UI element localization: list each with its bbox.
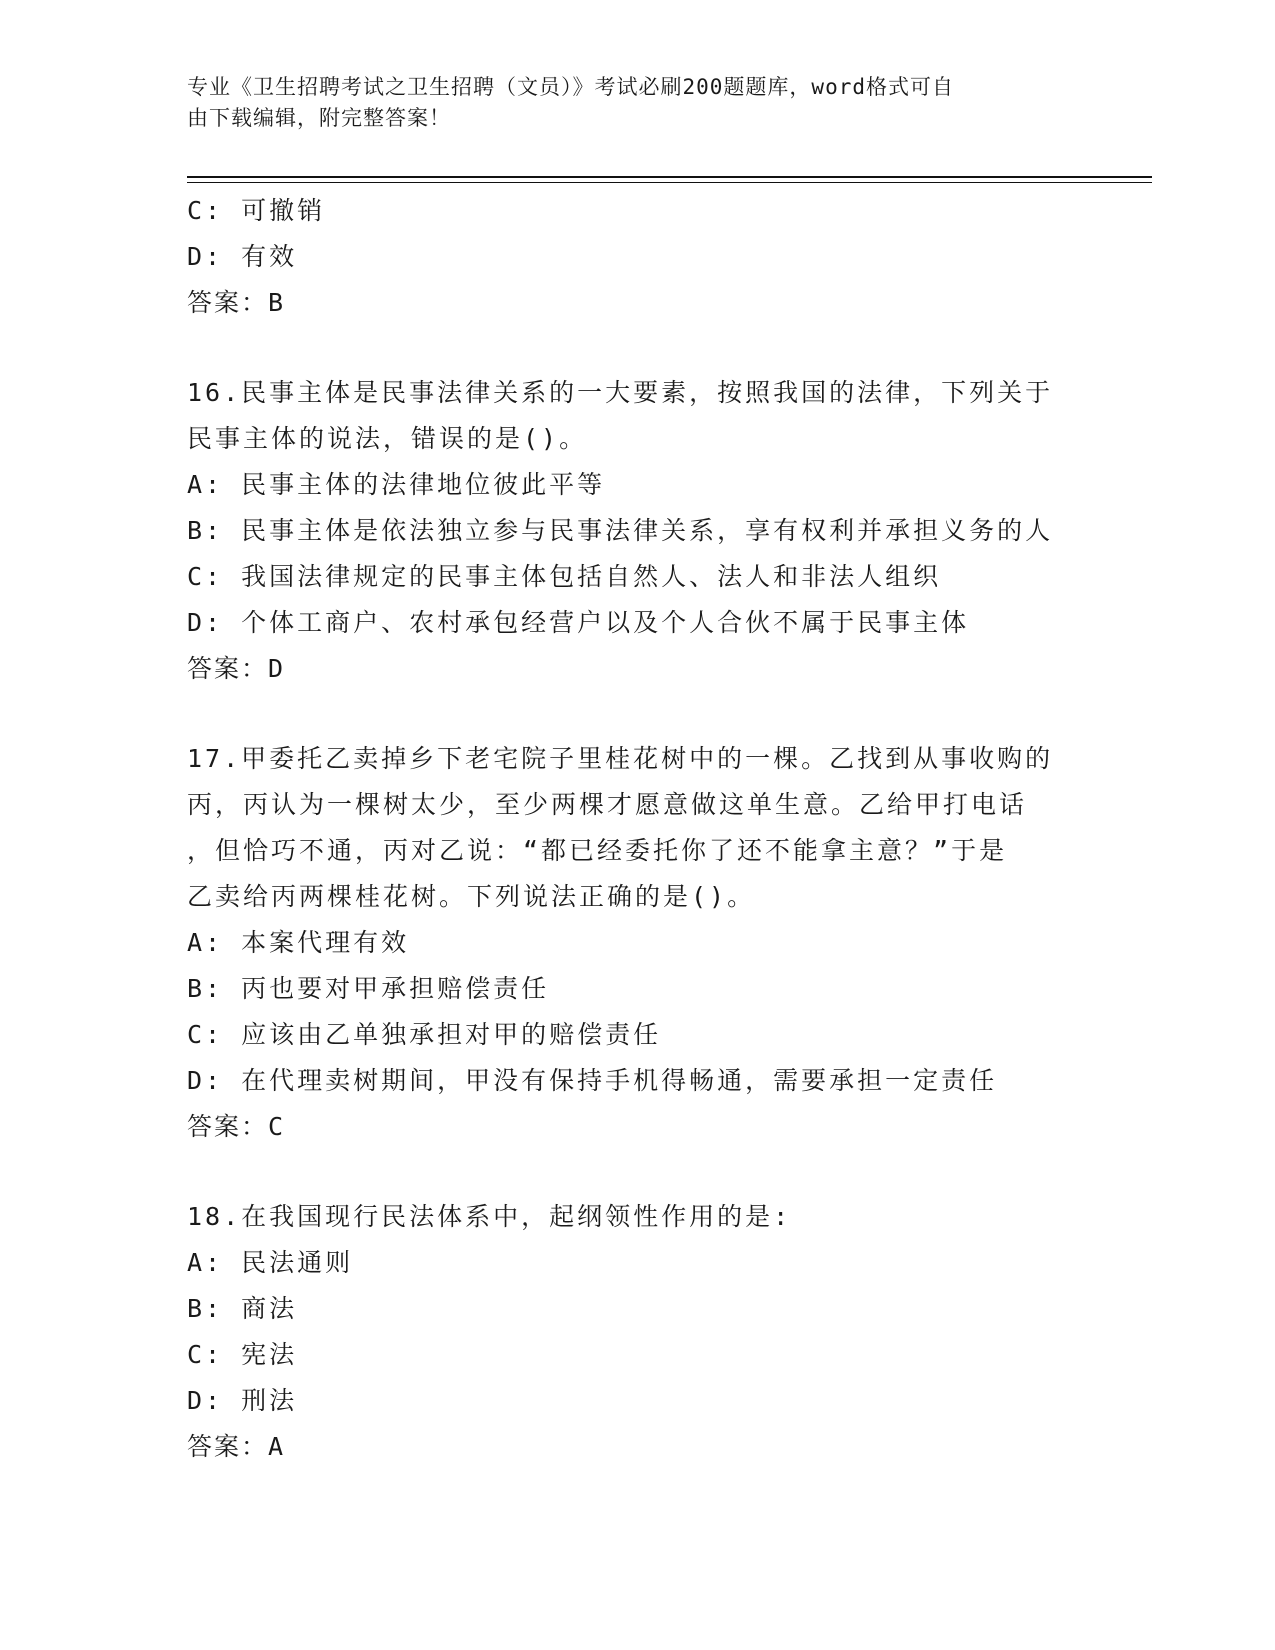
question-stem-line: 17.甲委托乙卖掉乡下老宅院子里桂花树中的一棵。乙找到从事收购的 xyxy=(187,744,1054,773)
option-b: B: 商法 xyxy=(187,1294,298,1323)
continued-question xyxy=(187,188,1107,326)
header-line-1: 专业《卫生招聘考试之卫生招聘（文员）》考试必刷200题题库，word格式可自 xyxy=(187,75,954,99)
option-c: C: 可撤销 xyxy=(187,196,326,225)
option-a: A: 民法通则 xyxy=(187,1248,354,1277)
answer-line: 答案：D xyxy=(187,654,286,683)
question-stem-line: 乙卖给丙两棵桂花树。下列说法正确的是()。 xyxy=(187,882,756,911)
spacer xyxy=(187,326,1107,370)
option-c: C: 应该由乙单独承担对甲的赔偿责任 xyxy=(187,1020,662,1049)
option-d: D: 有效 xyxy=(187,242,298,271)
option-c: C: 我国法律规定的民事主体包括自然人、法人和非法人组织 xyxy=(187,562,942,591)
document-body xyxy=(187,188,1107,1470)
question-18 xyxy=(187,1194,1107,1470)
spacer xyxy=(187,1150,1107,1194)
question-17 xyxy=(187,736,1107,1150)
option-a: A: 本案代理有效 xyxy=(187,928,410,957)
option-d: D: 个体工商户、农村承包经营户以及个人合伙不属于民事主体 xyxy=(187,608,970,637)
answer-line: 答案：B xyxy=(187,288,286,317)
option-b: B: 民事主体是依法独立参与民事法律关系，享有权利并承担义务的人 xyxy=(187,516,1054,545)
question-stem-line: 民事主体的说法，错误的是()。 xyxy=(187,424,588,453)
header-divider xyxy=(187,176,1152,178)
option-d: D: 刑法 xyxy=(187,1386,298,1415)
question-16 xyxy=(187,370,1107,692)
answer-line: 答案：C xyxy=(187,1112,286,1141)
header-line-2: 由下载编辑，附完整答案！ xyxy=(187,106,451,130)
question-stem-line: ，但恰巧不通，丙对乙说：“都已经委托你了还不能拿主意？”于是 xyxy=(187,836,1008,865)
option-a: A: 民事主体的法律地位彼此平等 xyxy=(187,470,606,499)
spacer xyxy=(187,692,1107,736)
answer-line: 答案：A xyxy=(187,1432,286,1461)
header-divider-thin xyxy=(187,182,1152,183)
question-stem-line: 16.民事主体是民事法律关系的一大要素，按照我国的法律，下列关于 xyxy=(187,378,1054,407)
document-header xyxy=(187,72,1067,134)
question-stem-line: 丙，丙认为一棵树太少，至少两棵才愿意做这单生意。乙给甲打电话 xyxy=(187,790,1028,819)
option-d: D: 在代理卖树期间，甲没有保持手机得畅通，需要承担一定责任 xyxy=(187,1066,998,1095)
option-b: B: 丙也要对甲承担赔偿责任 xyxy=(187,974,550,1003)
option-c: C: 宪法 xyxy=(187,1340,298,1369)
question-stem-line: 18.在我国现行民法体系中，起纲领性作用的是: xyxy=(187,1202,792,1231)
